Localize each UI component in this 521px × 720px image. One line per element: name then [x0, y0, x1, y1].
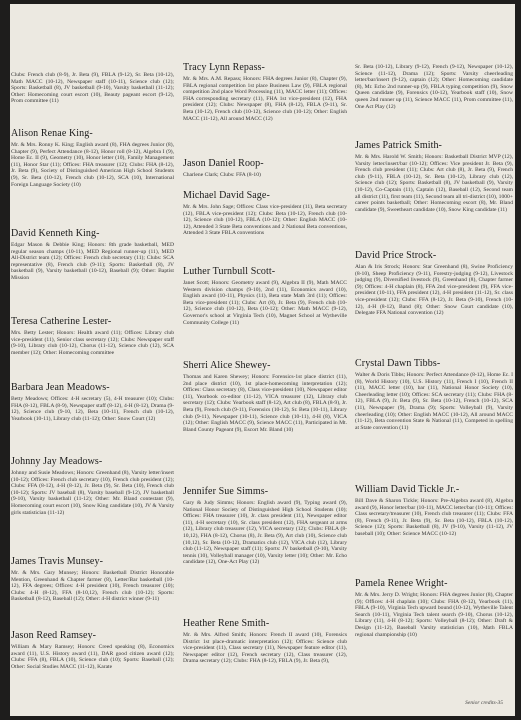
- senior-entry: [183, 190, 347, 237]
- entry-name: James Travis Munsey-: [11, 556, 104, 567]
- entry-bio: Mr. & Mrs. Gary Munsey; Honors: Basketball District Honorable Mention, Greenhand & Chapter farmer (8), Letter/Bar basketball (10-12), FFA degrees; Offices: 4-H president (10), French treasurer (10); Clubs: 4-H (8-12), FFA (8-10,12), French club (10-12); Sports: Basketball (8-12), Baseball (12); Other: 4-H district winner (9-11): [11, 570, 174, 603]
- senior-entry: [11, 70, 174, 105]
- senior-entry: [355, 484, 513, 538]
- senior-entry: [183, 266, 347, 326]
- senior-entry: [11, 630, 174, 670]
- entry-bio: Mr. & Mrs. Ronny K. King; English award (8), FHA degrees Junior (8), Chapter (9), Perfect Attendance (8-12), Honor roll (8-12), Algebra I (9), Home Ec. II (9), Geometry (10), Honor letter (10), Family Management (11), Honor Star (11); Offices: FHA treasurer (12); Clubs: FHA (8-12), Jr. Beta (9), Society of Distinguished American High School Students (9), Sr. Beta (10-12), French club (10-12), SCA (10), International Foreign Language Society (10): [11, 142, 174, 188]
- senior-entry: [355, 358, 513, 431]
- senior-entry: [355, 578, 513, 638]
- entry-name: Michael David Sage-: [183, 190, 270, 201]
- senior-entry: [11, 556, 174, 603]
- entry-name: William David Tickle Jr.-: [355, 484, 460, 495]
- entry-bio: Mr. & Mrs. John Sage; Offices: Class vice-president (11), Beta secretary (12), FBLA vice-president (12); Clubs: Beta (10-12), French club (10-12), Science club (10-12), FBLA (10-12); Other: English MACC (10-12), Attended 3 State Beta conventions and 2 National Beta conventions, Attended 3 State FBLA conventions: [183, 204, 347, 237]
- senior-entry: [183, 618, 347, 665]
- entry-name: David Kenneth King-: [11, 228, 100, 239]
- entry-name: Jason Daniel Roop-: [183, 158, 264, 169]
- entry-bio: Sr. Beta (10-12), Library (9-12), French (9-12), Newspaper (10-12), Science (11-12), Drama (12); Sports: Varsity cheerleading letter/bar/insert (9-12), captain (12); Other: Homecoming candidate (8), Mr. Echo 2nd runner-up (9), FBLA typing competition (9), Snow Queen candidate (9), Forensics (10-12), Yearbook staff (10), Snow queen 2nd runner up (11), Science MACC (11), Prom committee (11), One Act Play (12): [355, 64, 513, 110]
- entry-name: Jason Reed Ramsey-: [11, 630, 97, 641]
- entry-name: Sherri Alice Shewey-: [183, 360, 271, 371]
- entry-bio: Thomas and Karen Shewey; Honors: Forensics-1st place district (11), 2nd place district (10), 1st place-homecoming interpretation (12); Offices: Class secretary (8), Class vice-president (10), Newspaper editor (11), Yearbook co-editor (11-12), VICA treasurer (12), Library club secretary (12); Clubs: Yearbook staff (8-12), Art club (8), FBLA (8-9), Jr. Beta (9), French club (9-11), Forensics (10-12), Sr. Beta (10-11), Library club (9-11), Newspaper (10-11), Science club (10-11), 4-H (8), VICA (12); Other: English MACC (9), Science MACC (11), Participated in Mt. Bland County Pageant (9), Escort Mr. Bland (10): [183, 374, 348, 433]
- senior-entry: [183, 486, 347, 566]
- senior-entry: [11, 456, 174, 516]
- entry-name: Crystal Dawn Tibbs-: [355, 358, 441, 369]
- entry-bio: Bill Dave & Sharon Tickle; Honors: Pre-Algebra award (8), Algebra award (9), Honor letter/bar (10-11), MACC letter/bar (10-11); Offices: Class secretary/treasurer (10), French club treasurer (11); Clubs: FFA (8), French (9-11), Jr. Beta (9), Sr. Beta (10-12), FBLA (10-12), Science (12); Sports: Basketball (8), JV (9-10), Varsity (11-12), JV baseball (10); Other: Science MACC (10-12): [355, 498, 513, 537]
- entry-name: Pamela Renee Wright-: [355, 578, 448, 589]
- entry-name: Luther Turnbull Scott-: [183, 266, 276, 277]
- yearbook-page: [10, 4, 515, 716]
- senior-entry: [355, 250, 513, 317]
- entry-bio: Mr. & Mrs. Jerry D. Wright; Honors: FHA degrees Junior (8), Chapter (9); Offices: 4-H chaplain (10); Clubs: FHA (8-12), Yearbook (11), FBLA (9-10), Virginia Tech upward bound (10-12), Wytheville Talent Search (10-11), Virginia Tech talent search (9-10), Chorus (10-12), Library (11), 4-H (8-12); Sports: Volleyball (8-12); Other: Draft & Design (11-12), Baseball Varsity statistician (10), Math FBLA regional championship (10): [355, 592, 513, 638]
- senior-entry: [11, 128, 174, 188]
- entry-name: Barbara Jean Meadows-: [11, 382, 110, 393]
- entry-name: James Patrick Smith-: [355, 140, 442, 151]
- entry-bio: Clubs: French club (8-9), Jr. Beta (9), FBLA (9-12), Sr. Beta (10-12), Math MACC (10-12), Newspaper staff (10-11), Science club (12); Sports: Basketball (8), JV basketball (9-10), Varsity basketball (11-12); Other: Homecoming court escort (10), Beauty pageant escort (9-12), Prom committee (11): [11, 72, 174, 105]
- entry-bio: Betty Meadows; Offices: 4-H secretary (5), 4-H treasurer (10); Clubs: FHA (8-12), FBLA (8-9), Newspaper staff (8-12), 4-H (8-12), Drama (9-12), Science club (9-10, 12), Beta (10-11), French club (10-12), Yearbook (10-11), Library club (11-12); Other: Snow Court (12): [11, 396, 175, 422]
- entry-name: Jennifer Sue Simms-: [183, 486, 269, 497]
- entry-bio: Alan & Iris Strock; Honors: Star Greenhand (8), Swine Proficiency (8-10), Sheep Proficiency (9-11), Forestry-judging (9-12), Livestock judging (9), Diversified livestock (9), Greenhand (8), Chapter farmer (9); Offices: 4-H chaplain (8), FFA 2nd vice-president (9), FFA vice-president (10-11), FFA president (12), 4-H president (11-12), Sr. class vice-president (12); Clubs: FFA (8-12), Jr. Beta (9-10), French (10-12), 4-H (8-12), Band (8); Other: Snow Court candidate (10), Delegate FFA National convention (12): [355, 264, 513, 317]
- entry-bio: Mr. & Mrs. Harold W. Smith; Honors: Basketball District MVP (12), Varsity letter/insert/bar (10-12); Offices: Vice president Jr. Beta (9), French club president (11); Clubs: Art club (8), Jr. Beta (9), French club (9-11), FBLA (10-12), Sr. Beta (10-12), Library club (12), Science club (12); Sports: Basketball (8), JV basketball (9), Varsity (10-12), Co-Captain (11), Captain (12), Baseball (12), Second team all district (11), first team (11), Second team all tri-district (10), 1000+ career points basketball; Other: Homecoming escort (8), Mr. Bland candidate (9), Sweetheart candidate (10), Snow King candidate (11): [355, 154, 513, 213]
- entry-bio: Edgar Mason & Debbie King; Honors: 8th grade basketball, MED regular season champs (10-11), MED Regional runner-up (11), MED All-District team (12); Offices: French club secretary (11); Clubs: SCA representative (8), French club (9-11); Sports: Basketball (8), JV basketball (9), Varsity basketball (10-12), Baseball (9); Other: Baptist Mission: [11, 242, 174, 281]
- entry-name: David Price Strock-: [355, 250, 437, 261]
- entry-bio: Mr. & Mrs. Alfred Smith; Honors: French II award (10), Forensics District 1st place-dramatic interpretation (12); Offices: Science club vice-president (11), Class secretary (11), Newspaper feature editor (11), Newspaper editor (12), French secretary (12), Class treasurer (12), Drama secretary (12); Clubs: FHA (8-12), FBLA (9), Jr. Beta (9),: [183, 632, 347, 665]
- entry-bio: Mr. & Mrs. A.M. Repass; Honors: FHA degrees Junior (8), Chapter (9), FBLA regional competition 1st place Business Law (9), FBLA regional competition 2nd place Word Processing (11), MACC letter (11); Offices: FHA corresponding secretary (11), FHA 1st vice-president (12), FHA president (12); Clubs: Newspaper (8), FHA (8-12), FBLA (9-11), Sr. Beta (10-12), French club (10-12), Science club (10-12); Other: English MACC (11-12), All around MACC (12): [183, 76, 347, 122]
- entry-name: Tracy Lynn Repass-: [183, 62, 265, 73]
- senior-entry: [11, 382, 174, 422]
- entry-bio: Walter & Doris Tibbs; Honors: Perfect Attendance (8-12), Home Ec. I (8), World History (10), U.S. History (11), French I (10), French II (11), MACC letter (10), bar (11), National Honor Society (10), Cheerleading letter (10); Offices: SCA secretary (11); Clubs: FHA (8-12), FBLA (9), Jr. Beta (9), Sr. Beta (10-12), French (10-12), SCA (11), Newspaper (9), Drama (9); Sports: Volleyball (9), Varsity cheerleading (10); Other: English MACC (10-12), All around MACC (11-12), Beta convention State & National (11), Competed in spelling at State convention (11): [355, 372, 513, 431]
- entry-name: Johnny Jay Meadows-: [11, 456, 103, 467]
- entry-bio: Janet Scott; Honors: Geometry award (9), Algebra II (9), Math MACC Western division champs (9-10), 2nd (11), Economics award (10), English award (10-11), Physics (11), Beta state Math 3rd (11); Offices: Beta vice-president (11); Clubs: Art (8), Jr. Beta (9), French club (10-12), Science club (10-12), Beta (10-12); Other: Math MACC (9-12), Governor's school at Virginia Tech (10), Magnet School at Wytheville Community College (11): [183, 280, 347, 326]
- page-footer: Senior credits-35: [465, 700, 503, 706]
- entry-bio: Gary & Judy Simms; Honors: English award (9), Typing award (9), National Honor Society of Distinguished High School Students (10); Offices: FHA treasurer (10), Jr. class president (11), Newspaper editor (11), 4-H secretary (10), Sr. class president (12), FHA sergeant at arms (12), Library club treasurer (12), VICA secretary (12); Clubs: FBLA (8-10,12), FHA (8-12), Chorus (8), Jr. Beta (9), Art club (10), Science club (10,12), Sr. Beta (10-12), Dramatics club (12), VICA club (12), Library club (11-12), Newspaper staff (11); Sports: JV basketball (9-10), Varsity tennis (10), Volleyball manager (10), Varsity letter (10); Other: Mr. Echo candidate (12), One-Act Play (12): [183, 500, 347, 566]
- entry-name: Heather Rene Smith-: [183, 618, 270, 629]
- entry-bio: Charlene Clark; Clubs: FFA (8-10): [183, 172, 261, 178]
- entry-name: Teresa Catherine Lester-: [11, 316, 112, 327]
- senior-entry: [183, 62, 347, 122]
- entry-bio: William & Mary Ramsey; Honors: Creed speaking (8), Economics award (11), U.S. History award (11), DAR good citizen award (12); Clubs: FFA (8), FBLA (10), Science club (10); Sports: Baseball (12); Other: Social Studies MACC (11-12), Karate: [11, 644, 174, 670]
- senior-entry: [183, 158, 347, 179]
- senior-entry: [11, 316, 174, 356]
- senior-entry: [355, 140, 513, 213]
- senior-entry: [183, 360, 347, 433]
- entry-name: Alison Renae King-: [11, 128, 93, 139]
- entry-bio: Johnny and Susie Meadows; Honors: Greenhand (8), Varsity letter/insert (10-12); Offices: French club secretary (10), French club president (12); Clubs: FFA (8-12), 4-H (8-12), Jr. Beta (9), Sr. Beta (10), French club (10-12); Sports: JV baseball (8), Varsity baseball (9-12), JV basketball (9-10), Varsity basketball (11-12); Other: Mr. Bland contestant (9), Homecoming court escort (10), Snow King candidate (10), JV & Varsity girls statistician (11-12): [11, 470, 174, 516]
- senior-entry: [355, 62, 513, 110]
- entry-bio: Mrs. Betty Lester; Honors: Health award (11); Offices: Library club vice-president (11), Senior class secretary (12); Clubs: Newspaper staff (9-10), Library club (10-12), Chorus (11-12), Science club (12), SCA member (12); Other: Homecoming committee: [11, 330, 174, 356]
- senior-entry: [11, 228, 174, 282]
